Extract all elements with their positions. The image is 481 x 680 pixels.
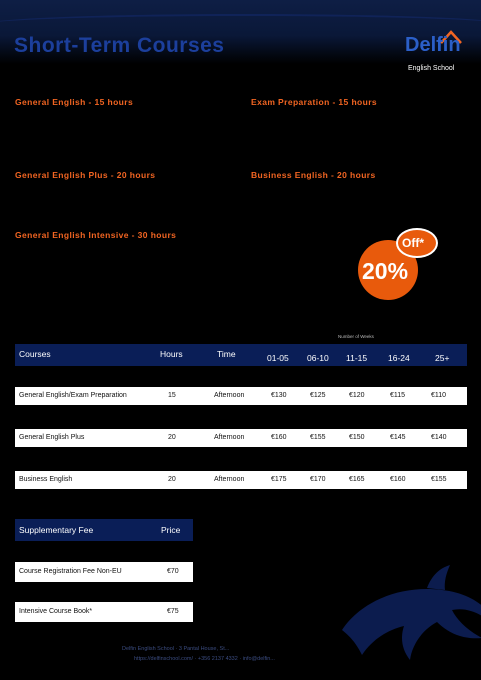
row-price: €145 [390, 434, 406, 441]
row-price: €110 [431, 392, 447, 399]
fee-row [15, 562, 193, 582]
course-business-english: Business English - 20 hours [251, 170, 376, 180]
row-price: €165 [349, 476, 365, 483]
header-weeks-16-24: 16-24 [388, 353, 410, 363]
row-price: €155 [431, 476, 447, 483]
price-table-header [15, 344, 467, 366]
row-price: €160 [390, 476, 406, 483]
dolphin-icon [332, 560, 481, 680]
row-time: Afternoon [214, 392, 245, 399]
row-course: Business English [19, 476, 73, 483]
wave-decoration [0, 14, 481, 36]
row-time: Afternoon [214, 434, 245, 441]
header-hours: Hours [160, 349, 183, 359]
row-price: €125 [310, 392, 326, 399]
header-weeks-06-10: 06-10 [307, 353, 329, 363]
footer-contact: https://delfinschool.com/ · +356 2137 4332 · info@delfin... [134, 656, 275, 662]
fee-price: €70 [167, 568, 179, 575]
header-weeks-25-plus: 25+ [435, 353, 450, 363]
fee-table-header [15, 519, 193, 541]
course-general-english: General English - 15 hours [15, 97, 134, 107]
header-weeks-11-15: 11-15 [346, 353, 368, 363]
header-courses: Courses [19, 349, 51, 359]
weeks-caption: Number of Weeks [338, 334, 374, 339]
row-hours: 20 [168, 434, 176, 441]
header-supplementary-fee: Supplementary Fee [19, 525, 94, 535]
table-row [15, 387, 467, 405]
row-price: €150 [349, 434, 365, 441]
header-price: Price [161, 525, 181, 535]
fee-row [15, 602, 193, 622]
logo-tagline: English School [408, 65, 455, 72]
row-course: General English Plus [19, 434, 85, 441]
header-weeks-01-05: 01-05 [267, 353, 289, 363]
row-price: €140 [431, 434, 447, 441]
footer-address: Delfin English School · 3 Pantal House, St... [122, 646, 230, 652]
row-hours: 15 [168, 392, 176, 399]
row-price: €170 [310, 476, 326, 483]
row-price: €160 [271, 434, 287, 441]
row-price: €130 [271, 392, 287, 399]
discount-off-label: Off* [402, 236, 424, 250]
course-exam-preparation: Exam Preparation - 15 hours [251, 97, 378, 107]
fee-name: Course Registration Fee Non-EU [19, 568, 122, 575]
logo-name: Delfin [405, 34, 461, 56]
table-row [15, 471, 467, 489]
row-course: General English/Exam Preparation [19, 392, 127, 399]
row-hours: 20 [168, 476, 176, 483]
page-title: Short-Term Courses [14, 34, 225, 57]
row-price: €175 [271, 476, 287, 483]
table-row [15, 429, 467, 447]
row-price: €155 [310, 434, 326, 441]
row-price: €120 [349, 392, 365, 399]
course-general-english-plus: General English Plus - 20 hours [15, 170, 156, 180]
fee-price: €75 [167, 608, 179, 615]
header-time: Time [217, 349, 236, 359]
row-time: Afternoon [214, 476, 245, 483]
row-price: €115 [390, 392, 406, 399]
course-general-english-intensive: General English Intensive - 30 hours [15, 230, 177, 240]
fee-name: Intensive Course Book* [19, 608, 93, 615]
discount-percent: 20% [362, 258, 409, 284]
